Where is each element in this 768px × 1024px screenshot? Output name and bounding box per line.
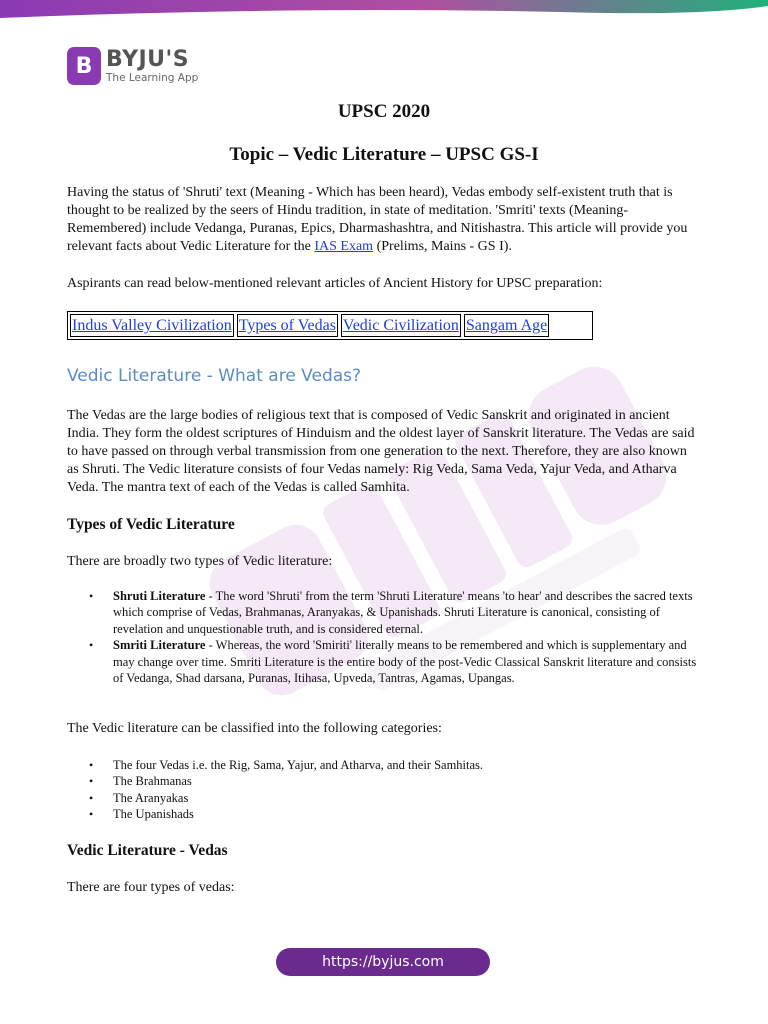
- term-shruti: Shruti Literature: [113, 589, 206, 603]
- bullet-icon: •: [89, 790, 94, 805]
- list-item-shruti: [67, 588, 701, 637]
- section-heading-what-are-vedas: Vedic Literature - What are Vedas?: [67, 366, 362, 386]
- category-text: The Upanishads: [113, 807, 194, 822]
- category-text: The four Vedas i.e. the Rig, Sama, Yajur, and Atharva, and their Samhitas.: [113, 758, 484, 772]
- ias-exam-link[interactable]: IAS Exam: [314, 239, 374, 254]
- list-item: [67, 806, 701, 822]
- bullet-icon: •: [89, 807, 94, 822]
- intro-text-end: (Prelims, Mains - GS I).: [373, 239, 512, 254]
- term-smriti: Smriti Literature: [113, 638, 206, 653]
- categories-list: [67, 757, 701, 823]
- vedas-intro: There are four types of vedas:: [67, 880, 235, 895]
- bullet-icon: •: [89, 638, 94, 653]
- categories-intro: The Vedic literature can be classified into the following categories:: [67, 721, 442, 736]
- bullet-icon: •: [89, 774, 94, 789]
- doc-title: UPSC 2020: [337, 101, 431, 122]
- category-text: The Aranyakas: [113, 790, 189, 805]
- bullet-icon: •: [89, 589, 94, 603]
- doc-subtitle: Topic – Vedic Literature – UPSC GS-I: [229, 144, 539, 165]
- intro-paragraph: [67, 184, 701, 256]
- footer-url-pill[interactable]: [276, 948, 490, 976]
- article-link-vedic-civilization[interactable]: Vedic Civilization: [341, 314, 461, 337]
- list-item: [67, 773, 701, 789]
- types-heading: Types of Vedic Literature: [67, 516, 235, 533]
- vedas-paragraph: The Vedas are the large bodies of religious text that is composed of Vedic Sanskrit and originated in ancient India. They form the oldest scriptures of Hinduism and the oldest layer of Sanskrit literature. The Vedas are said to have passed on through verbal transmission from one generation to the next. Therefore, they are also known as Shruti. The Vedic literature consists of four Vedas namely: Rig Veda, Sama Veda, Yajur Veda, and Atharva Veda. The mantra text of each of the Vedas is called Samhita.: [67, 408, 695, 495]
- vedas-heading: Vedic Literature - Vedas: [67, 842, 228, 859]
- footer-url: https://byjus.com: [322, 954, 444, 970]
- types-list: [67, 588, 701, 686]
- list-item: [67, 790, 701, 806]
- list-item-smriti: [67, 637, 701, 686]
- text-shruti: - The word 'Shruti' from the term 'Shruti Literature' means 'to hear' and describes the sacred texts which comprise of Vedas, Brahmanas, Aranyakas, & Upanishads. Shruti Literature is canonical, consisting of revelation and unquestionable truth, and is considered eternal.: [113, 589, 693, 636]
- aspirants-paragraph: Aspirants can read below-mentioned relevant articles of Ancient History for UPSC preparation:: [67, 276, 603, 291]
- byjus-logo: [67, 44, 198, 88]
- list-item: [67, 757, 701, 773]
- article-link-indus-valley[interactable]: Indus Valley Civilization: [70, 314, 234, 337]
- intro-text: Having the status of 'Shruti' text (Meaning - Which has been heard), Vedas embody self-existent truth that is thought to be realized by the seers of Hindu tradition, in state of meditation. 'Smriti' texts (Meaning- Remembered) include Vedanga, Puranas, Epics, Dharmashashtra, and Nitishastra. This article will provide you relevant facts about Vedic Literature for the: [67, 185, 688, 254]
- logo-tagline: The Learning App: [106, 71, 199, 84]
- article-link-types-of-vedas[interactable]: Types of Vedas: [237, 314, 338, 337]
- related-articles-table: [67, 311, 593, 340]
- logo-text: [106, 46, 199, 84]
- article-link-sangam-age[interactable]: Sangam Age: [464, 314, 549, 337]
- category-text: The Brahmanas: [113, 774, 192, 789]
- bullet-icon: •: [89, 758, 94, 772]
- logo-name: BYJU'S: [106, 46, 190, 72]
- logo-mark: [67, 47, 101, 85]
- logo-letter: B: [75, 53, 93, 79]
- text-smriti: - Whereas, the word 'Smiriti' literally means to be remembered and which is supplementary and may change over time. Smriti Literature is the entire body of the post-Vedic Classical Sanskrit literature and consists of Vedanga, Shad darsana, Puranas, Itihasa, Upveda, Tantras, Agamas, Upangas.: [113, 638, 697, 686]
- top-gradient-bar: [0, 0, 768, 20]
- types-intro: There are broadly two types of Vedic literature:: [67, 554, 333, 569]
